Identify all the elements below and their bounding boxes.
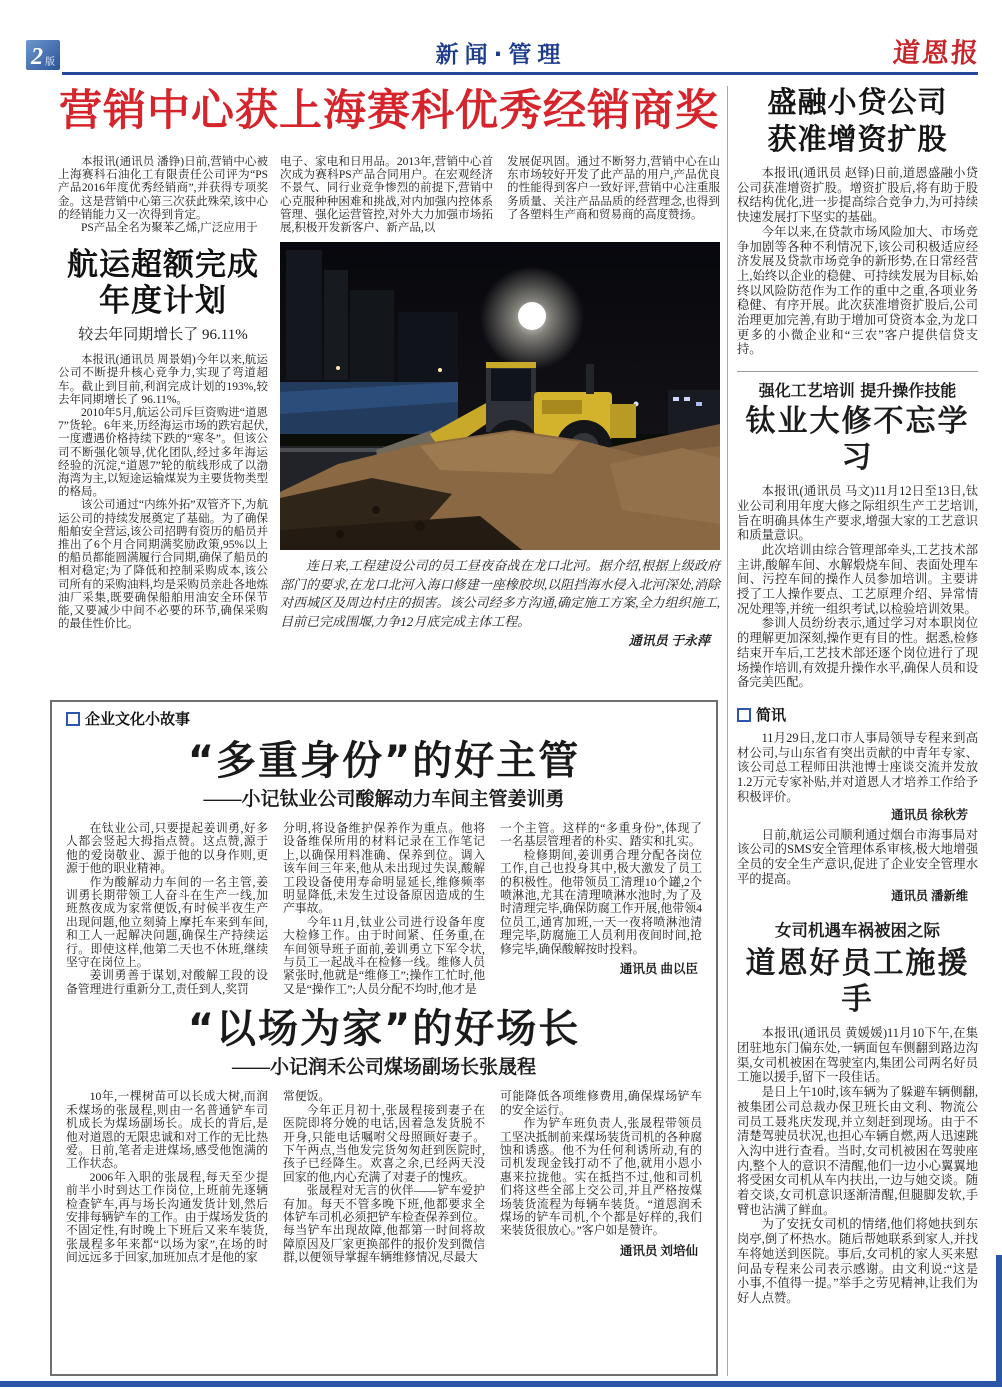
briefs-label: 简讯 xyxy=(737,706,978,724)
culture-story1-col2: 分明,将设备维护保养作为重点。他将设备维保所用的材料记录在工作笔记上,以确保用料准确、保养到位。调入该车间三年来,他从未出现过失误,酸解工段设备使用寿命明显延长,维修频率明显降低,未发生过设备原因造成的生产事故。 今年11月,钛业公司进行设备年度大检修工作。由于时间紧、任务重,在车间领导班子面前,姜训勇立下军令状,与员工一起战斗在检修一线。维修人员紧张时,他就是“维修工”;操作工忙时,他又是“操作工”;人员分配不均时,他才是 xyxy=(283,821,485,996)
lead-story-col3: 发展促巩固。通过不断努力,营销中心在山东市场较好开发了此产品的用户,产品优良的性能得到客户一致好评,营销中心注重服务质量、关注产品品质的经营理念,也得到了各塑料生产商和贸易商的高度赞扬。 xyxy=(507,156,720,221)
square-bullet-icon xyxy=(66,712,80,726)
culture-story1-col3: 一个主管。这样的“多重身份”,体现了一名基层管理者的朴实、踏实和扎实。 检修期间,姜训勇合理分配各岗位工作,自己也投身其中,极大激发了员工的积极性。他带领员工清理10个罐,2个喷淋池,尤其在清理喷淋水池时,为了及时清理完毕,确保防腐工作开展,他带领4位员工,通宵加班,一天一夜将喷淋池清理完毕,防腐施工人员利用夜间时间,抢修完毕,确保酸解按时投料。 通讯员 曲以臣 xyxy=(500,821,702,977)
page-number-label: 版 xyxy=(45,57,55,68)
column-divider xyxy=(727,86,728,1376)
culture-story2-subtitle: ——小记润禾公司煤场副场长张晟程 xyxy=(231,1057,536,1079)
brief-item-2: 日前,航运公司顺利通过烟台市海事局对该公司的SMS安全管理体系审核,极大地增强全员的安全生产意识,促进了企业安全管理水平的提高。 xyxy=(737,827,978,886)
article-divider-rule xyxy=(737,371,978,372)
section-title: 新闻·管理 xyxy=(435,42,567,68)
titanium-story-kicker: 强化工艺培训 提升操作技能 xyxy=(758,381,957,401)
brief-item-1: 11月29日,龙口市人事局领导专程来到高材公司,与山东省有突出贡献的中青年专家、该公司总工程师田洪池博士座谈交流并发放1.2万元专家补贴,并对道恩人才培养工作给予积极评价。 xyxy=(737,730,978,804)
culture-box-label: 企业文化小故事 xyxy=(66,710,702,728)
culture-story2-byline: 通讯员 刘培仙 xyxy=(619,1243,698,1258)
culture-story2-columns xyxy=(66,1090,702,1264)
titanium-story-body: 本报讯(通讯员 马文)11月12日至13日,钛业公司利用年度大修之际组织生产工艺培训,旨在明确具体生产要求,增强大家的工艺意识和质量意识。 此次培训由综合管理部牵头,工艺技术部主讲,酸解车间、水解煅烧车间、表面处理车间、污控车间的操作人员参加培训。主要讲授了工人操作要点、工艺原理介绍、异常情况处理等,并统一组织考试,以检验培训效果。 参训人员纷纷表示,通过学习对本职岗位的理解更加深刻,操作更有目的性。据悉,检修结束开车后,工艺技术部还逐个岗位进行了现场操作培训,有效提升操作水平,确保人员和设备完美匹配。 xyxy=(737,484,978,690)
shipping-story-body: 本报讯(通讯员 周景娟)今年以来,航运公司不断提升核心竞争力,实现了弯道超车。截止到目前,利润完成计划的193%,较去年同期增长了 96.11%。 2010年5月,航运公司斥巨资购进“道恩7”货轮。6年来,历经海运市场的跌宕起伏,一度遭遇价格持续下跌的“寒冬”。但该公司不断强化领导,优化团队,经过多年海运经验的沉淀,“道恩7”轮的航线形成了以渤海湾为主,以短途运输煤炭为主要货物类型的格局。 该公司通过“内练外拓”双管齐下,为航运公司的持续发展奠定了基础。为了确保船舶安全营运,该公司招聘有资历的船员并推出了6个月合同期满奖励政策,95%以上的船员都能圆满履行合同期,确保了船员的相对稳定;为了降低和控制采购成本,该公司所有的采购油料,均是采购员亲赴各地炼油厂采集,既要确保船舶用油安全环保节能,又要减少中间不必要的环节,确保采购的最佳性价比。 xyxy=(58,354,268,631)
culture-stories-box xyxy=(50,700,718,1376)
masthead: 道恩报 xyxy=(891,38,982,68)
culture-story2-headline: “以场为家”的好场长 xyxy=(187,1006,581,1053)
lead-story-continuation xyxy=(280,156,720,235)
culture-story2-col2: 常便饭。 今年正月初十,张晟程接到妻子在医院即将分娩的电话,因着急发货脱不开身,只能电话嘱咐父母照顾好妻子。下午两点,当他发完货匆匆赶到医院时,孩子已经降生。欢喜之余,已经两天没回家的他,内心充满了对妻子的愧疚。 张晟程对无言的伙伴——铲车爱护有加。每天不管多晚下班,他都要求全体铲车司机必须把铲车检查保养到位。每当铲车出现故障,他都第一时间将故障原因及厂家更换部件的报价发到微信群,以便领导掌握车辆维修情况,尽最大 xyxy=(283,1089,485,1265)
loan-story-body: 本报讯(通讯员 赵铎)日前,道恩盛融小贷公司获准增资扩股。增资扩股后,将有助于股权结构优化,进一步提高综合竞争力,为可持续快速发展打下坚实的基础。 今年以来,在贷款市场风险加大、市场竞争加剧等各种不利情况下,该公司积极适应经济发展及贷款市场竞争的新形势,在日常经营上,始终以企业的稳健、可持续发展为目标,始终以风险防范作为工作的重中之重,各项业务稳健、有序开展。此次获准增资扩股后,公司治理更加完善,有助于增加可贷资本金,为龙口更多的小微企业和“三农”客户提供信贷支持。 xyxy=(737,166,978,357)
lead-story-col2: 电子、家电和日用品。2013年,营销中心首次成为赛科PS产品合同用户。在宏观经济不景气、同行业竞争惨烈的前提下,营销中心克服种种困难和挑战,对内加强内控体系管理、强化运营管控,对外大力加强市场拓展,积极开发新客户、新产品,以 xyxy=(280,156,493,235)
header-rule xyxy=(62,72,978,75)
briefs-section xyxy=(737,706,978,904)
night-loader-photo-graphic xyxy=(280,242,720,550)
left-main-right-part xyxy=(280,156,720,651)
culture-story2-col1: 10年,一棵树苗可以长成大树,而润禾煤场的张晟程,则由一名普通铲车司机成长为煤场副场长。成长的背后,是他对道恩的无限忠诚和对工作的无比热爱。日前,笔者走进煤场,感受他饱满的工作状态。 2006年入职的张晟程,每天至少提前半小时到达工作岗位,上班前先逐辆检查铲车,再与场长沟通发货计划,然后安排每辆铲车的工作。由于煤场发货的不固定性,有时晚上下班后又来车装货,张晟程多年来都“以场为家”,在场的时间远远多于回家,加班加点才是他的家 xyxy=(66,1089,268,1265)
main-left-area xyxy=(58,156,720,651)
culture-story1-columns xyxy=(66,822,702,996)
square-bullet-icon xyxy=(737,708,751,722)
shipping-headline: 航运超额完成 年度计划 xyxy=(67,247,259,320)
culture-story1-headline: “多重身份”的好主管 xyxy=(187,738,581,784)
culture-story1-col1: 在钛业公司,只要提起姜训勇,好多人都会竖起大拇指点赞。这点赞,源于他的爱岗敬业、源于他的以身作则,更源于他的职业精神。 作为酸解动力车间的一名主管,姜训勇长期带领工人奋斗在生产一线,加班熬夜成为家常便饭,有时候半夜生产出现问题,他立刻骑上摩托车来到车间,和工人一起解决问题,确保生产持续运行。即使这样,他第二天也不休班,继续坚守在岗位上。 姜训勇善于谋划,对酸解工段的设备管理进行重新分工,责任到人,奖罚 xyxy=(66,821,268,996)
lead-story-col1: 本报讯(通讯员 潘铮)日前,营销中心被上海赛科石油化工有限责任公司评为“PS产品2016年度优秀经销商”,并获得专项奖金。这是营销中心第三次获此殊荣,该中心的经销能力又一次得到肯定。 PS产品全名为聚苯乙烯,广泛应用于 xyxy=(58,156,268,235)
rescue-story-headline: 道恩好员工施援手 xyxy=(745,946,970,1018)
photo-byline: 通讯员 于永萍 xyxy=(628,633,710,649)
rescue-story-body: 本报讯(通讯员 黄媛媛)11月10下午,在集团驻地东门偏东处,一辆面包车侧翻到路边沟渠,女司机被困在驾驶室内,集团公司两名好员工施以援手,留下一段佳话。 是日上午10时,该车辆为了躲避车辆侧翻,被集团公司总裁办保卫班长由文利、物流公司员工聂兆庆发现,并立刻赶到现场。由于不清楚驾驶员状况,也担心车辆自燃,两人迅速跳入沟中进行查看。当时,女司机被困在驾驶座内,整个人的意识不清醒,他们一边小心翼翼地将受困女司机从车内扶出,一边与她交谈。随着交谈,女司机意识逐渐清醒,但腿脚发软,手臂也沾满了鲜血。 为了安抚女司机的情绪,他们将她扶到东岗亭,倒了杯热水。随后帮她联系到家人,并找车将她送到医院。事后,女司机的家人买来慰问品专程来公司表示感谢。由文利说:“这是小事,不值得一提。”举手之劳见精神,让我们为好人点赞。 xyxy=(737,1026,978,1305)
brief-2-byline: 通讯员 潘新维 xyxy=(891,889,968,904)
page-right-edge xyxy=(996,1255,1002,1387)
construction-photo xyxy=(280,242,720,550)
page-bottom-edge xyxy=(0,1381,1002,1387)
rescue-story-kicker: 女司机遇车祸被困之际 xyxy=(775,921,940,941)
brief-1-byline: 通讯员 徐秋芳 xyxy=(891,807,968,822)
culture-story1-subtitle: ——小记钛业公司酸解动力车间主管姜训勇 xyxy=(203,789,565,810)
loan-story-headline: 盛融小贷公司 获准增资扩股 xyxy=(767,85,948,156)
right-column xyxy=(737,84,978,1306)
shipping-subhead: 较去年同期增长了 96.11% xyxy=(78,327,248,344)
photo-caption: 连日来,工程建设公司的员工昼夜奋战在龙口北河。据介绍,根据上级政府部门的要求,在龙口北河入海口修建一座橡胶坝,以阻挡海水侵入北河深处,消除对西城区及周边村庄的损害。该公司经多方沟通,确定施工方案,全力组织施工,目前已完成围堰,力争12月底完成主体工程。 xyxy=(280,558,720,629)
culture-story1-byline: 通讯员 曲以臣 xyxy=(619,962,698,977)
titanium-story-headline: 钛业大修不忘学习 xyxy=(745,404,970,476)
left-column-1 xyxy=(58,156,268,651)
lead-headline: 营销中心获上海赛科优秀经销商奖 xyxy=(59,86,719,136)
page-number: 2 xyxy=(31,44,43,70)
culture-story2-col3: 可能降低各项维修费用,确保煤场铲车的安全运行。 作为铲车班负责人,张晟程带领员工坚决抵制前来煤场装货司机的各种腐蚀和诱惑。他不为任何利诱所动,有的司机发现金钱打动不了他,就用小恩小惠来拉拢他。实在抵挡不过,他和司机们将这些全部上交公司,并且严格按煤场装货流程为每辆车装货。“道恩润禾煤场的铲车司机,个个都是好样的,我们来装货很放心。”客户如是赞许。 通讯员 刘培仙 xyxy=(500,1089,702,1258)
photo-caption-block xyxy=(280,557,720,651)
